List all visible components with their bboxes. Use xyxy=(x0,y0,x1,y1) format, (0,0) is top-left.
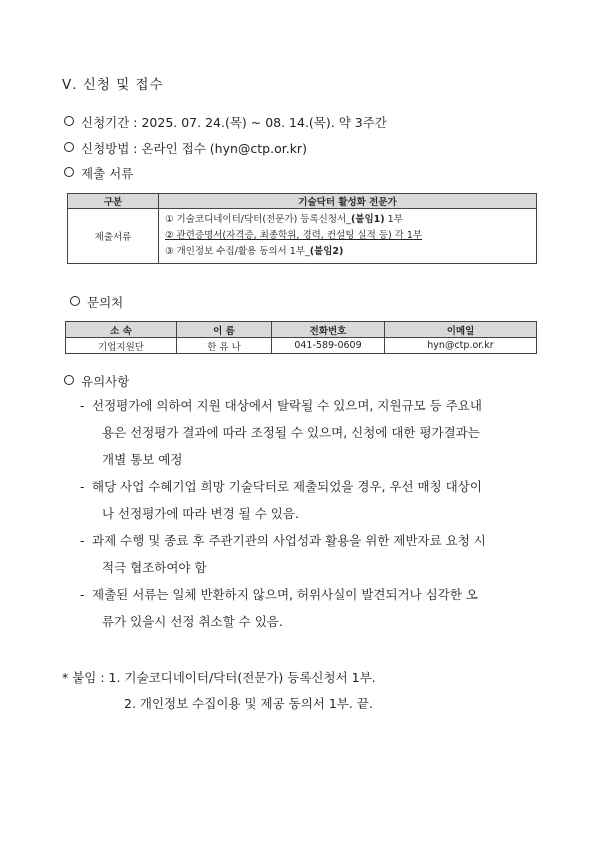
application-method-text: 신청방법 : 온라인 접수 (hyn@ctp.or.kr) xyxy=(81,141,307,156)
table-header-row xyxy=(68,194,537,209)
table-cell: 한 유 나 xyxy=(177,338,272,354)
table-header-cell: 전화번호 xyxy=(272,322,385,338)
table-header-cell: 기술닥터 활성화 전문가 xyxy=(159,194,537,209)
note-item: - 과제 수행 및 종료 후 주관기관의 사업성과 활용을 위한 제반자료 요청 시 적극 협조하여야 함 xyxy=(80,533,486,575)
application-period-text: 신청기간 : 2025. 07. 24.(목) ~ 08. 14.(목). 약 3주간 xyxy=(81,115,387,130)
section-title: Ⅴ. 신청 및 접수 xyxy=(62,77,164,93)
circle-bullet-icon xyxy=(64,142,74,152)
table-header-cell: 이 름 xyxy=(177,322,272,338)
table-cell: 041-589-0609 xyxy=(272,338,385,354)
contact-heading-text: 문의처 xyxy=(87,295,124,310)
submission-docs-table xyxy=(67,193,537,264)
note-item: - 해당 사업 수혜기업 희망 기술닥터로 제출되었을 경우, 우선 매칭 대상이 나 선정평가에 따라 변경 될 수 있음. xyxy=(80,479,482,521)
note-item: - 선정평가에 의하여 지원 대상에서 탈락될 수 있으며, 지원규모 등 주요내 용은 선정평가 결과에 따라 조정될 수 있으며, 신청에 대한 평가결과는 개별 통보 예정 xyxy=(80,398,482,467)
application-method xyxy=(64,139,307,157)
table-cell: 기업지원단 xyxy=(66,338,177,354)
docs-items-cell xyxy=(159,209,537,264)
notes-list xyxy=(80,392,540,635)
table-header-cell: 구분 xyxy=(68,194,159,209)
notes-heading-text: 유의사항 xyxy=(81,374,130,389)
note-item: - 제출된 서류는 일체 반환하지 않으며, 허위사실이 발견되거나 심각한 오 류가 있을시 선정 취소할 수 있음. xyxy=(80,587,478,629)
table-header-cell: 이메일 xyxy=(385,322,537,338)
attachments-line-2: 2. 개인정보 수집이용 및 제공 동의서 1부. 끝. xyxy=(124,696,373,711)
table-header-cell: 소 속 xyxy=(66,322,177,338)
contact-heading xyxy=(70,293,123,311)
docs-heading-text: 제출 서류 xyxy=(81,166,134,181)
table-row xyxy=(66,338,537,354)
circle-bullet-icon xyxy=(64,116,74,126)
attachments-line-1: * 붙임 : 1. 기술코디네이터/닥터(전문가) 등록신청서 1부. xyxy=(62,670,376,685)
notes-heading xyxy=(64,372,129,390)
doc-item: ② 관련증명서(자격증, 최종학위, 경력, 컨설팅 실적 등) 각 1부 xyxy=(165,230,423,241)
email-cell: hyn@ctp.or.kr xyxy=(385,338,537,354)
doc-item: ① 기술코디네이터/닥터(전문가) 등록신청서_(붙임1) 1부 xyxy=(165,214,403,225)
docs-heading xyxy=(64,164,133,182)
table-cell-label: 제출서류 xyxy=(68,209,159,264)
contact-table xyxy=(65,321,537,354)
table-row xyxy=(68,209,537,264)
circle-bullet-icon xyxy=(64,375,74,385)
application-period xyxy=(64,113,387,131)
doc-item: ③ 개인정보 수집/활용 동의서 1부_(붙임2) xyxy=(165,246,344,257)
table-header-row xyxy=(66,322,537,338)
circle-bullet-icon xyxy=(70,296,80,306)
circle-bullet-icon xyxy=(64,167,74,177)
